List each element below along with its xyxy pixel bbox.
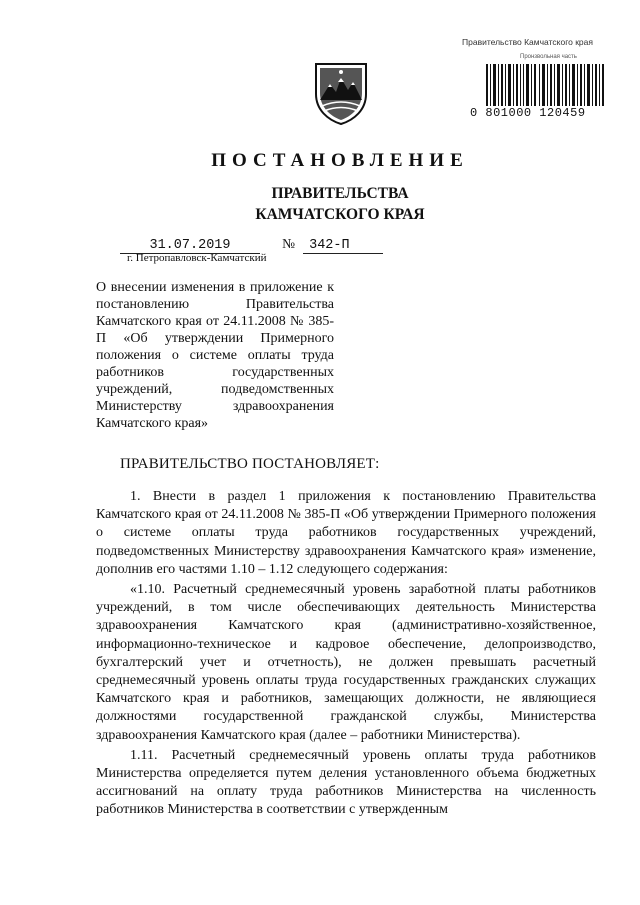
number-sign: № <box>282 236 295 251</box>
document-body <box>96 488 596 822</box>
issuer-line-1: ПРАВИТЕЛЬСТВА <box>271 185 409 202</box>
issuer-line-2: КАМЧАТСКОГО КРАЯ <box>255 206 425 223</box>
resolution-heading: ПРАВИТЕЛЬСТВО ПОСТАНОВЛЯЕТ: <box>120 456 380 472</box>
document-subject <box>96 279 334 432</box>
barcode-label: Правительство Камчатского края <box>462 37 593 47</box>
barcode-number: 0 801000 120459 <box>470 106 586 120</box>
paragraph-1: 1. Внести в раздел 1 приложения к постановлению Правительства Камчатского края от 24.11.2008 № 385-П «Об утверждении Примерного положения о системе оплаты труда работников государственных учреждений, подведомственных Министерству здравоохранения Камчатского края» изменение, дополнив его частями 1.10 – 1.12 следующего содержания: <box>96 489 596 577</box>
document-type-heading: ПОСТАНОВЛЕНИЕ <box>211 150 469 171</box>
paragraph-1-10: «1.10. Расчетный среднемесячный уровень заработной платы работников учреждений, в том числе обеспечивающих деятельность Министерства здравоохранения Камчатского края (административно-хозяйственное, информационно-техническое и кадровое обеспечение, делопроизводство, бухгалтерский учет и отчетность), не должен превышать расчетный среднемесячный уровень оплаты труда государственных гражданских служащих Камчатского края и работников, замещающих должности, не являющиеся должностями государственной гражданской службы, Министерства здравоохранения Камчатского края (далее – работники Министерства). <box>96 582 596 743</box>
city-line: г. Петропавловск-Камчатский <box>127 252 267 264</box>
coat-of-arms-emblem <box>312 60 370 126</box>
subject-text: О внесении изменения в приложение к постановлению Правительства Камчатского края от 24.11.2008 № 385-П «Об утверждении Примерного положения о системе оплаты труда работников государственных учреждений, подведомственных Министерству здравоохранения Камчатского края» <box>96 280 334 431</box>
issuer-heading <box>0 183 640 225</box>
paragraph-1-11: 1.11. Расчетный среднемесячный уровень оплаты труда работников Министерства определяется путем деления установленного объема бюджетных ассигнований на оплату труда работников Министерства на численность работников Министерства в соответствии с утвержденным <box>96 747 596 818</box>
document-number: 342-П <box>303 238 383 254</box>
document-date: 31.07.2019 <box>120 238 260 254</box>
barcode-sub-label: Пронзвольная часть <box>520 54 577 60</box>
barcode <box>486 64 604 106</box>
